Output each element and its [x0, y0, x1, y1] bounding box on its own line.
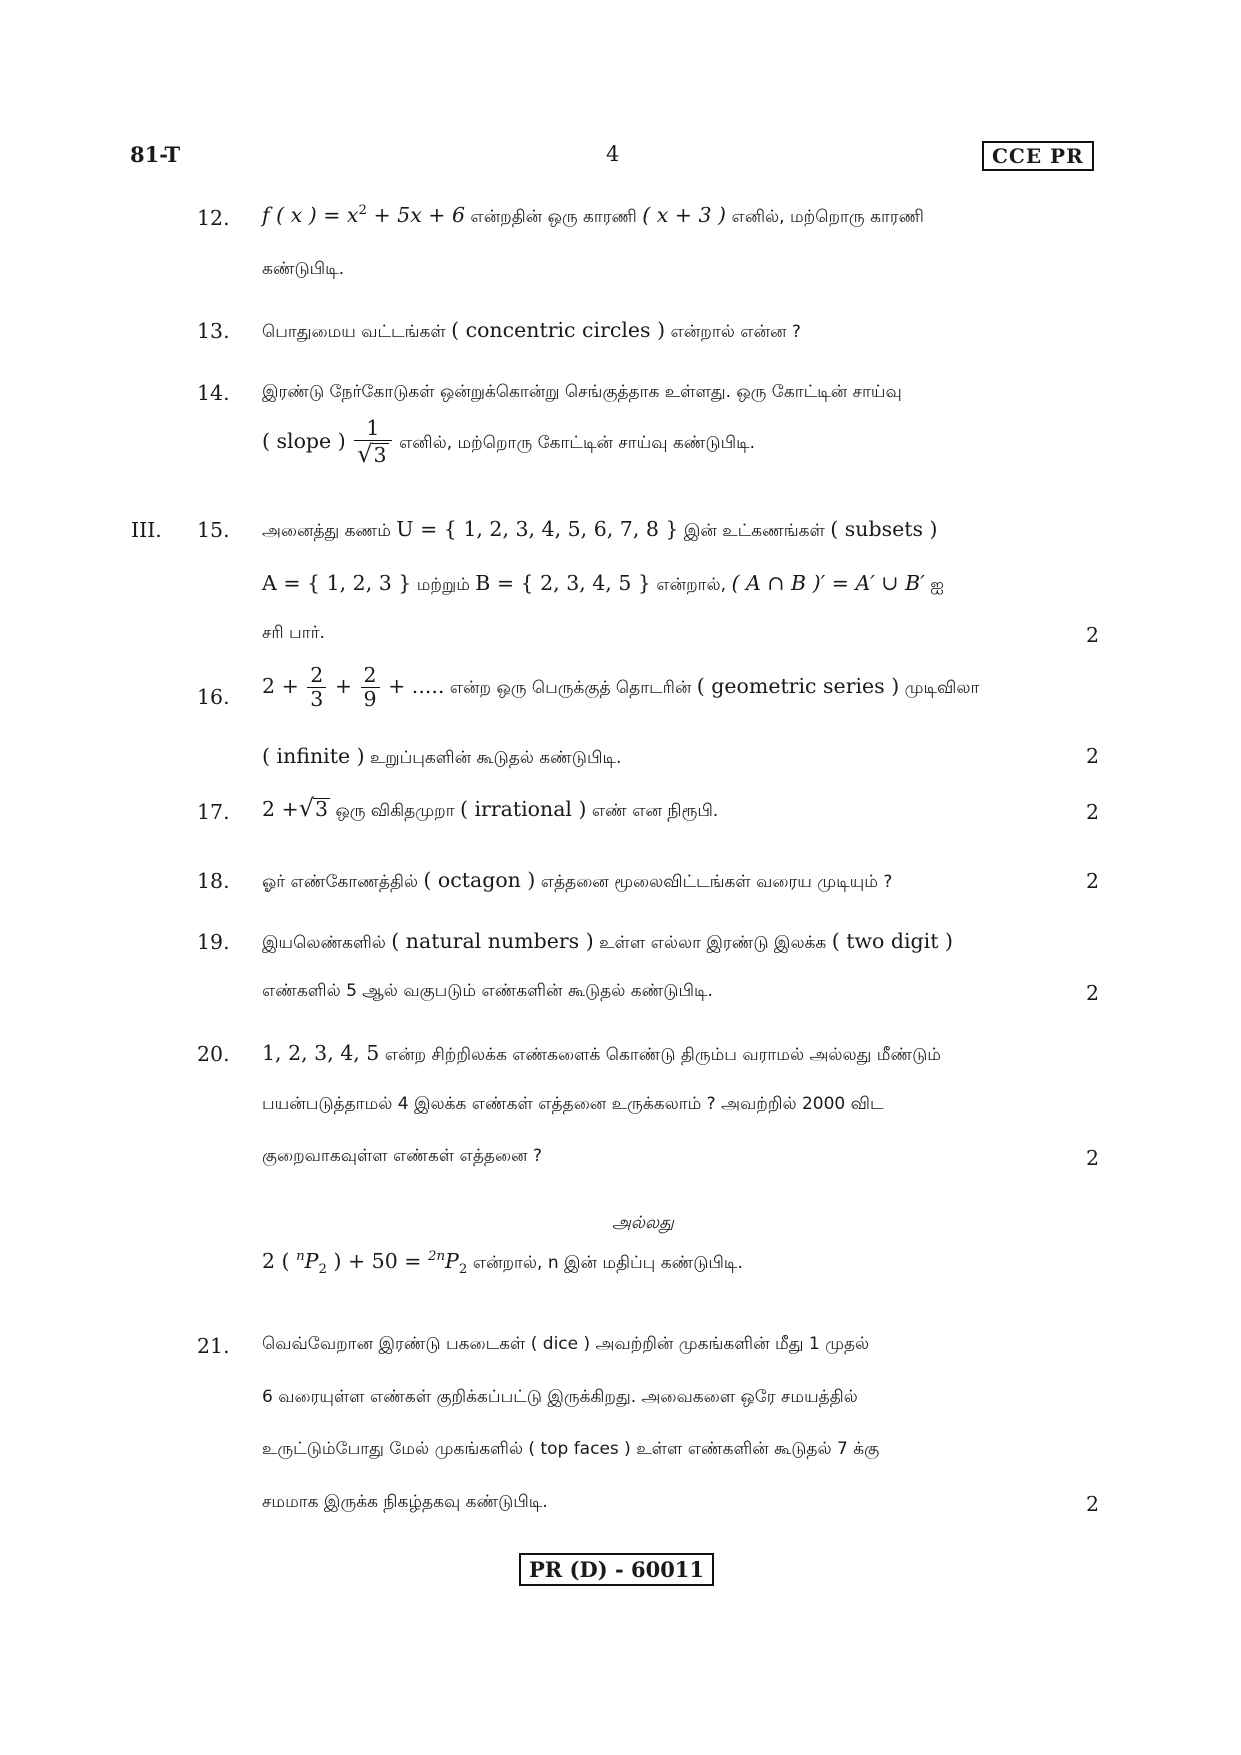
question-number-17: 17.	[197, 800, 230, 824]
q16-infinite: ( infinite )	[262, 744, 365, 768]
question-17-line-1: 2 +√3 ஒரு விகிதமுறா ( irrational ) எண் என நிரூபி.	[262, 794, 719, 822]
question-number-12: 12.	[197, 206, 230, 230]
q20-digits: 1, 2, 3, 4, 5	[262, 1041, 380, 1065]
q19-tamil-1: இயலெண்களில்	[262, 933, 392, 953]
question-16-line-2	[262, 746, 621, 767]
paper-tag: CCE PR	[982, 141, 1094, 171]
question-19-line-2: எண்களில் 5 ஆல் வகுபடும் எண்களின் கூடுதல் கண்டுபிடி.	[262, 981, 713, 1001]
q15-tamil-5: ஐ	[924, 575, 944, 595]
q16-frac2-num: 2	[361, 664, 380, 688]
question-20-marks: 2	[1086, 1146, 1100, 1170]
q16-tamil-3: உறுப்புகளின் கூடுதல் கண்டுபிடி.	[364, 748, 622, 768]
q15-universal-set: U = { 1, 2, 3, 4, 5, 6, 7, 8 }	[396, 517, 679, 541]
q17-term: 2 +	[262, 797, 299, 821]
question-14-line-2	[262, 417, 755, 468]
section-number: III.	[131, 518, 162, 542]
question-21-line-3: உருட்டும்போது மேல் முகங்களில் ( top faces ) உள்ள எண்களின் கூடுதல் 7 க்கு	[262, 1439, 880, 1459]
question-number-18: 18.	[197, 869, 230, 893]
q15-tamil-3: மற்றும்	[411, 575, 476, 595]
question-number-13: 13.	[197, 319, 230, 343]
q15-tamil-2: இன் உட்கணங்கள்	[678, 521, 831, 541]
question-18-line-1	[262, 870, 892, 891]
q16-frac2-den: 9	[363, 686, 377, 711]
q12-tamil-1: என்றதின் ஒரு காரணி	[465, 206, 643, 227]
question-20-line-3: குறைவாகவுள்ள எண்கள் எத்தனை ?	[262, 1146, 542, 1166]
q12-square: 2	[358, 203, 367, 218]
q15-set-b: B = { 2, 3, 4, 5 }	[475, 571, 651, 595]
question-21-line-1: வெவ்வேறான இரண்டு பகடைகள் ( dice ) அவற்றின் முகங்களின் மீது 1 முதல்	[262, 1334, 870, 1354]
q18-octagon: ( octagon )	[423, 868, 536, 892]
question-16-line-1: 2 + $\frac{2}{3}$ + $\frac{2}{9}$ + ..... என்ற ஒரு பெருக்குத் தொடரின் ( geometric series ) முடிவிலா	[262, 663, 980, 711]
question-19-line-1	[262, 931, 953, 952]
q14-frac-den: √3	[357, 439, 387, 468]
q12-factor: ( x + 3 )	[642, 202, 727, 227]
q19-natural-numbers: ( natural numbers )	[391, 929, 594, 953]
question-17-marks: 2	[1086, 800, 1100, 824]
q12-function: f ( x ) = x	[262, 202, 359, 227]
question-15-line-2	[262, 573, 944, 594]
q16-tamil-1: என்ற ஒரு பெருக்குத் தொடரின்	[444, 678, 697, 699]
q17-tamil-1: ஒரு விகிதமுறா	[330, 801, 460, 821]
question-20-line-2: பயன்படுத்தாமல் 4 இலக்க எண்கள் எத்தனை உருக்கலாம் ? அவற்றில் 2000 விட	[262, 1094, 884, 1114]
q13-tamil-2: என்றால் என்ன ?	[665, 322, 801, 342]
q19-two-digit: ( two digit )	[831, 929, 953, 953]
q15-expression: ( A ∩ B )′ = A′ ∪ B′	[731, 571, 925, 595]
question-number-15: 15.	[197, 518, 230, 542]
q15-set-a: A = { 1, 2, 3 }	[262, 571, 412, 595]
q17-irrational: ( irrational )	[459, 797, 587, 821]
question-12-line-1	[262, 204, 924, 226]
q19-tamil-2: உள்ள எல்லா இரண்டு இலக்க	[593, 933, 832, 953]
q12-tamil-2: எனில், மற்றொரு காரணி	[726, 206, 924, 227]
question-19-marks: 2	[1086, 981, 1100, 1005]
q16-geometric-series: ( geometric series )	[696, 674, 900, 699]
question-number-14: 14.	[197, 381, 230, 405]
question-13-line-1	[262, 320, 801, 341]
or-separator: அல்லது	[612, 1213, 674, 1233]
footer-code: PR (D) - 60011	[519, 1553, 714, 1586]
q16-term-1: 2	[262, 674, 276, 699]
q16-fraction-2	[361, 664, 380, 711]
q14-frac-num: 1	[354, 417, 391, 441]
q16-dots: + .....	[388, 674, 445, 699]
question-16-marks: 2	[1086, 744, 1100, 768]
question-21-line-2: 6 வரையுள்ள எண்கள் குறிக்கப்பட்டு இருக்கிறது. அவைகளை ஒரே சமயத்தில்	[262, 1387, 858, 1407]
q20-alt-n-sup: n	[296, 1249, 305, 1264]
q15-tamil-4: என்றால்,	[650, 575, 732, 595]
q15-subsets-word: ( subsets )	[830, 517, 938, 541]
question-number-21: 21.	[197, 1334, 230, 1358]
q14-slope-word: ( slope )	[262, 429, 346, 454]
paper-code: 81-T	[130, 142, 181, 167]
question-15-line-3: சரி பார்.	[262, 623, 325, 643]
question-20-alternative	[262, 1250, 743, 1276]
q20-alt-p-2: P	[445, 1248, 459, 1273]
question-12-line-2: கண்டுபிடி.	[262, 259, 345, 279]
q16-frac1-num: 2	[307, 664, 326, 688]
q20-alt-part-b: ) + 50 =	[326, 1248, 428, 1273]
q13-english: ( concentric circles )	[451, 318, 666, 342]
question-number-19: 19.	[197, 930, 230, 954]
q14-radicand: 3	[373, 442, 387, 467]
q20-alt-part-a: 2 (	[262, 1248, 297, 1273]
q16-fraction-1	[307, 664, 326, 711]
q18-tamil-1: ஓர் எண்கோணத்தில்	[262, 872, 424, 892]
question-15-marks: 2	[1086, 623, 1100, 647]
q14-fraction	[354, 417, 391, 468]
q13-tamil-1: பொதுமைய வட்டங்கள்	[262, 322, 452, 342]
q17-radicand: 3	[315, 797, 329, 821]
q16-tamil-2: முடிவிலா	[899, 678, 980, 699]
question-15-line-1	[262, 519, 938, 540]
q20-alt-sub-2: 2	[318, 1261, 327, 1277]
q20-alt-sub-2b: 2	[458, 1261, 468, 1277]
question-20-line-1	[262, 1043, 941, 1064]
q20-alt-tamil: என்றால், n இன் மதிப்பு கண்டுபிடி.	[467, 1252, 743, 1273]
q17-tamil-2: எண் என நிரூபி.	[586, 801, 719, 821]
q15-tamil-1: அனைத்து கணம்	[262, 521, 397, 541]
q20-tamil-1: என்ற சிற்றிலக்க எண்களைக் கொண்டு திரும்ப வராமல் அல்லது மீண்டும்	[379, 1045, 941, 1065]
q18-tamil-2: எத்தனை மூலைவிட்டங்கள் வரைய முடியும் ?	[535, 872, 893, 892]
question-21-marks: 2	[1086, 1492, 1100, 1516]
question-21-line-4: சமமாக இருக்க நிகழ்தகவு கண்டுபிடி.	[262, 1492, 548, 1512]
question-14-line-1: இரண்டு நேர்கோடுகள் ஒன்றுக்கொன்று செங்குத்தாக உள்ளது. ஒரு கோட்டின் சாய்வு	[262, 382, 902, 402]
q14-tamil-2: எனில், மற்றொரு கோட்டின் சாய்வு கண்டுபிடி.	[393, 433, 756, 454]
page-number: 4	[606, 142, 620, 166]
question-number-16: 16.	[197, 685, 230, 709]
q12-poly-rest: + 5x + 6	[366, 202, 466, 227]
question-number-20: 20.	[197, 1042, 230, 1066]
q20-alt-2n-sup: 2n	[427, 1249, 446, 1264]
q20-alt-p: P	[304, 1248, 319, 1273]
question-18-marks: 2	[1086, 869, 1100, 893]
q16-frac1-den: 3	[310, 686, 324, 711]
